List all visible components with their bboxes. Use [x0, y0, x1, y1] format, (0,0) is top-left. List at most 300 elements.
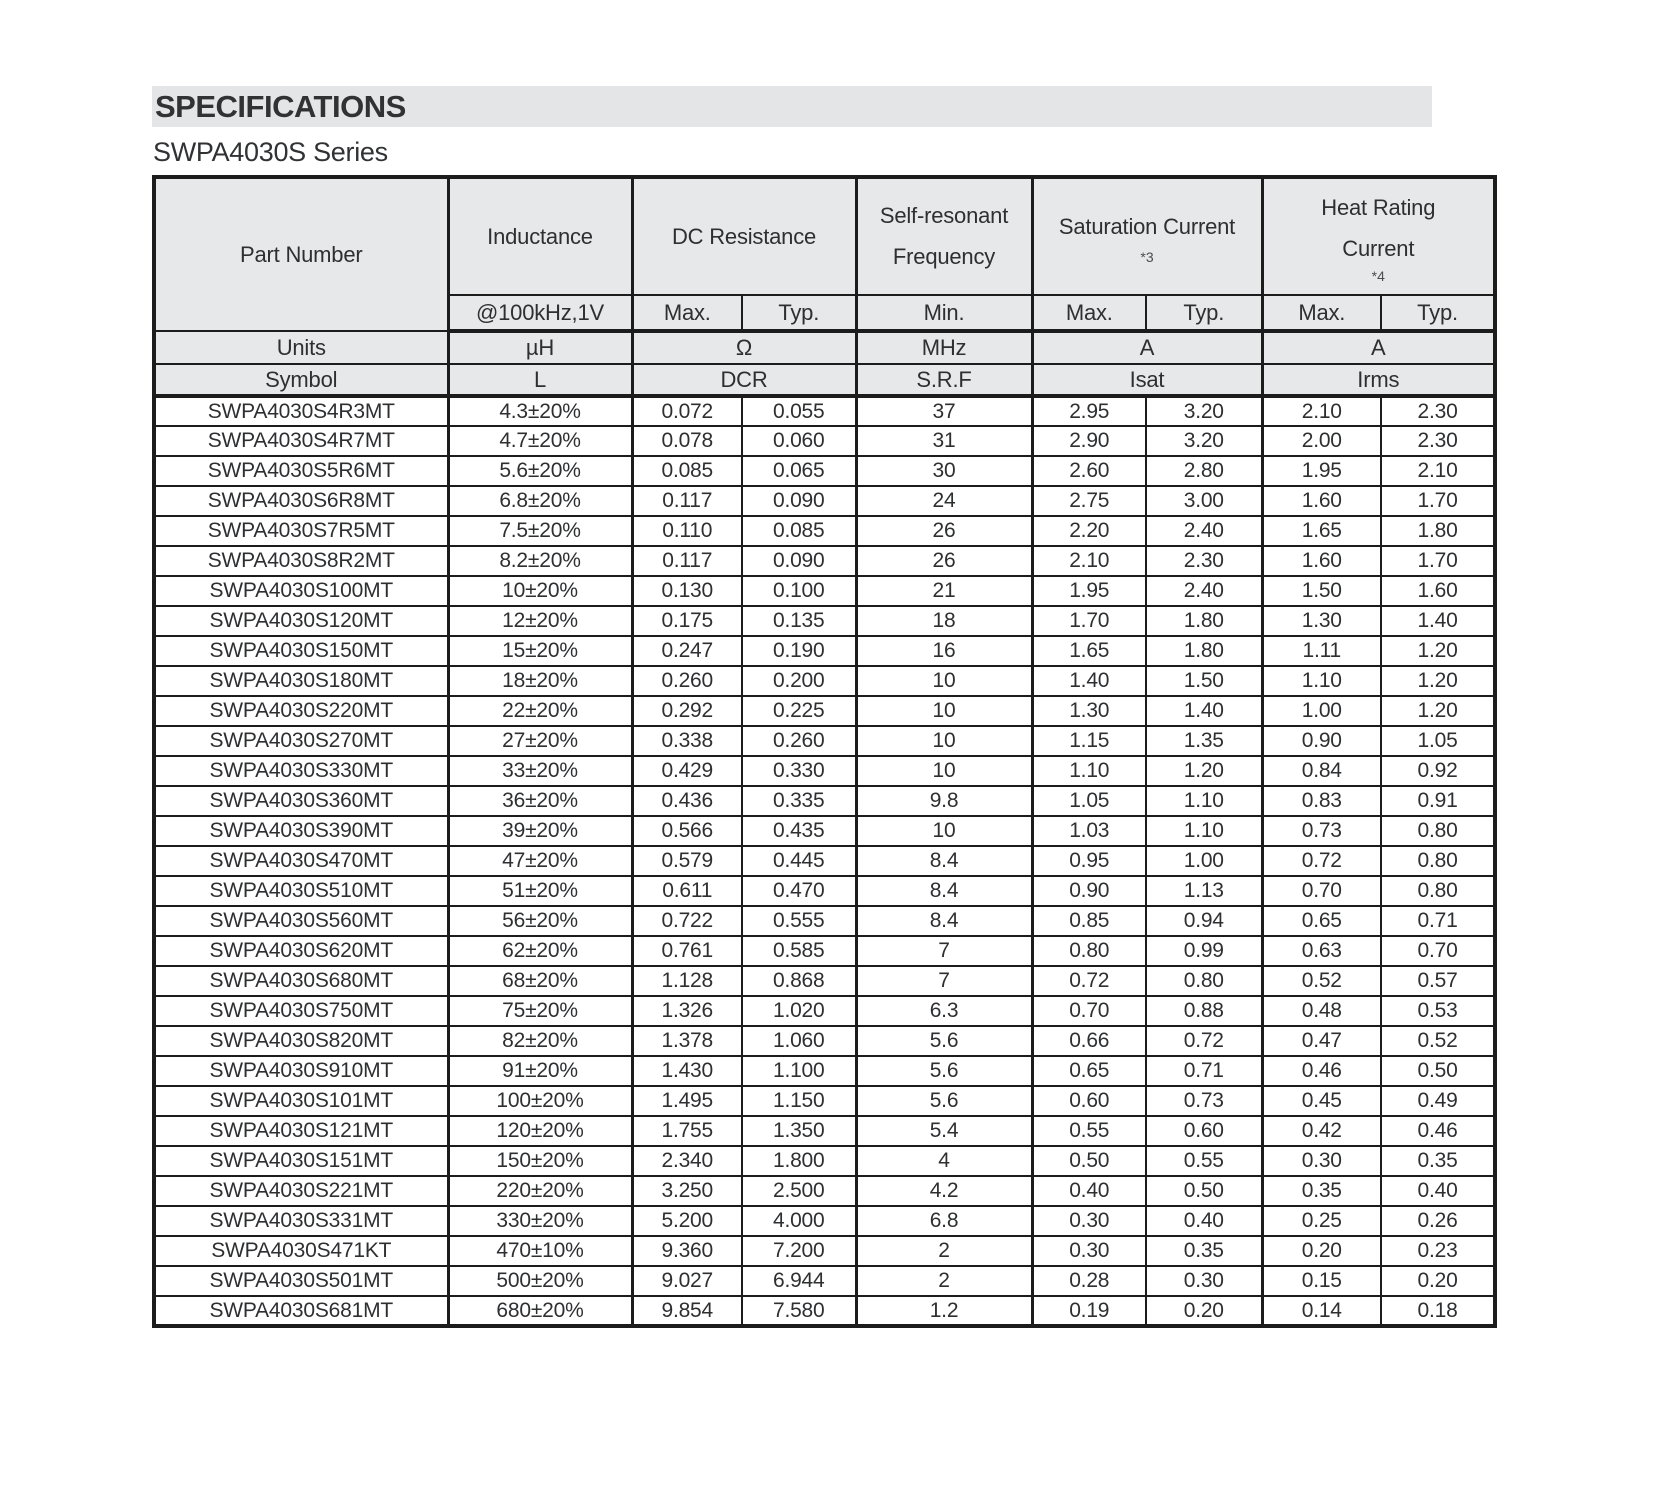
- dcr-typ-cell: 0.868: [742, 966, 856, 996]
- irms-max-cell: 2.00: [1262, 426, 1381, 456]
- inductance-cell: 22±20%: [448, 696, 632, 726]
- inductance-cell: 4.3±20%: [448, 396, 632, 426]
- isat-max-cell: 0.50: [1032, 1146, 1146, 1176]
- table-row: [154, 486, 1495, 516]
- table-row: [154, 1236, 1495, 1266]
- part-number-cell: SWPA4030S471KT: [154, 1236, 448, 1266]
- part-number-cell: SWPA4030S470MT: [154, 846, 448, 876]
- dcr-max-cell: 0.436: [632, 786, 742, 816]
- irms-typ-cell: 0.92: [1381, 756, 1495, 786]
- irms-typ-cell: 0.80: [1381, 846, 1495, 876]
- srf-min-cell: 30: [856, 456, 1032, 486]
- dcr-max-cell: 1.378: [632, 1026, 742, 1056]
- table-row: [154, 996, 1495, 1026]
- units-label: Units: [154, 331, 448, 364]
- dcr-typ-cell: 0.055: [742, 396, 856, 426]
- inductance-cell: 91±20%: [448, 1056, 632, 1086]
- dcr-typ-cell: 0.190: [742, 636, 856, 666]
- part-number-cell: SWPA4030S331MT: [154, 1206, 448, 1236]
- table-row: [154, 1116, 1495, 1146]
- part-number-cell: SWPA4030S180MT: [154, 666, 448, 696]
- isat-typ-cell: 0.88: [1146, 996, 1262, 1026]
- inductance-cell: 6.8±20%: [448, 486, 632, 516]
- table-row: [154, 1266, 1495, 1296]
- dcr-max-cell: 0.247: [632, 636, 742, 666]
- dcr-max-cell: 5.200: [632, 1206, 742, 1236]
- dcr-typ-cell: 1.150: [742, 1086, 856, 1116]
- dcr-max-cell: 0.117: [632, 486, 742, 516]
- dcr-typ-cell: 0.085: [742, 516, 856, 546]
- inductance-cell: 10±20%: [448, 576, 632, 606]
- srf-min-cell: 21: [856, 576, 1032, 606]
- irms-max-cell: 1.10: [1262, 666, 1381, 696]
- irms-typ-cell: 0.91: [1381, 786, 1495, 816]
- isat-max-cell: 1.05: [1032, 786, 1146, 816]
- table-row: [154, 666, 1495, 696]
- irms-typ-cell: 0.35: [1381, 1146, 1495, 1176]
- irms-typ-cell: 1.05: [1381, 726, 1495, 756]
- part-number-cell: SWPA4030S150MT: [154, 636, 448, 666]
- inductance-cell: 7.5±20%: [448, 516, 632, 546]
- irms-typ-cell: 0.80: [1381, 876, 1495, 906]
- irms-typ-cell: 0.23: [1381, 1236, 1495, 1266]
- isat-typ-cell: 0.55: [1146, 1146, 1262, 1176]
- isat-typ-cell: 1.10: [1146, 786, 1262, 816]
- srf-header-line1: Self-resonant: [879, 202, 1009, 228]
- srf-min-cell: 2: [856, 1236, 1032, 1266]
- srf-min-cell: 9.8: [856, 786, 1032, 816]
- inductance-cell: 15±20%: [448, 636, 632, 666]
- saturation-footnote-marker: *3: [1140, 249, 1154, 266]
- inductance-cell: 36±20%: [448, 786, 632, 816]
- irms-typ-cell: 0.50: [1381, 1056, 1495, 1086]
- isat-max-cell: 2.10: [1032, 546, 1146, 576]
- inductance-cell: 12±20%: [448, 606, 632, 636]
- symbol-isat: Isat: [1032, 364, 1262, 396]
- irms-typ-cell: 1.70: [1381, 486, 1495, 516]
- srf-min-cell: 5.4: [856, 1116, 1032, 1146]
- dcr-max-cell: 9.854: [632, 1296, 742, 1326]
- dcr-max-cell: 0.072: [632, 396, 742, 426]
- isat-max-cell: 0.28: [1032, 1266, 1146, 1296]
- dcr-max-cell: 0.761: [632, 936, 742, 966]
- section-header-bar: [152, 86, 1432, 127]
- part-number-cell: SWPA4030S330MT: [154, 756, 448, 786]
- col-header-inductance: Inductance: [448, 177, 632, 295]
- part-number-cell: SWPA4030S270MT: [154, 726, 448, 756]
- srf-min-cell: 5.6: [856, 1056, 1032, 1086]
- inductance-cell: 500±20%: [448, 1266, 632, 1296]
- part-number-cell: SWPA4030S100MT: [154, 576, 448, 606]
- table-row: [154, 576, 1495, 606]
- col-header-self-resonant-frequency: [856, 177, 1032, 295]
- table-row: [154, 696, 1495, 726]
- srf-min-cell: 6.8: [856, 1206, 1032, 1236]
- isat-max-cell: 1.30: [1032, 696, 1146, 726]
- dcr-max-cell: 1.495: [632, 1086, 742, 1116]
- isat-typ-cell: 0.60: [1146, 1116, 1262, 1146]
- isat-max-cell: 0.30: [1032, 1236, 1146, 1266]
- isat-max-cell: 0.66: [1032, 1026, 1146, 1056]
- dcr-max-cell: 1.326: [632, 996, 742, 1026]
- isat-typ-cell: 1.80: [1146, 636, 1262, 666]
- dcr-max-cell: 0.117: [632, 546, 742, 576]
- inductance-cell: 27±20%: [448, 726, 632, 756]
- units-inductance: µH: [448, 331, 632, 364]
- part-number-cell: SWPA4030S4R3MT: [154, 396, 448, 426]
- srf-min-cell: 4.2: [856, 1176, 1032, 1206]
- table-row: [154, 1296, 1495, 1326]
- srf-min-cell: 10: [856, 756, 1032, 786]
- irms-max-cell: 1.65: [1262, 516, 1381, 546]
- irms-max-cell: 0.73: [1262, 816, 1381, 846]
- isat-typ-cell: 1.10: [1146, 816, 1262, 846]
- symbol-inductance: L: [448, 364, 632, 396]
- isat-max-cell: 1.15: [1032, 726, 1146, 756]
- table-row: [154, 1206, 1495, 1236]
- isat-typ-cell: 0.71: [1146, 1056, 1262, 1086]
- dcr-max-cell: 0.130: [632, 576, 742, 606]
- irms-max-cell: 0.72: [1262, 846, 1381, 876]
- part-number-cell: SWPA4030S6R8MT: [154, 486, 448, 516]
- irms-max-cell: 0.20: [1262, 1236, 1381, 1266]
- table-row: [154, 786, 1495, 816]
- part-number-cell: SWPA4030S121MT: [154, 1116, 448, 1146]
- dcr-typ-cell: 0.555: [742, 906, 856, 936]
- table-row: [154, 1086, 1495, 1116]
- inductance-cell: 4.7±20%: [448, 426, 632, 456]
- table-row: [154, 936, 1495, 966]
- inductance-cell: 62±20%: [448, 936, 632, 966]
- dcr-max-cell: 1.128: [632, 966, 742, 996]
- irms-max-cell: 0.45: [1262, 1086, 1381, 1116]
- isat-max-cell: 0.95: [1032, 846, 1146, 876]
- series-title: SWPA4030S Series: [153, 137, 388, 167]
- irms-max-cell: 0.25: [1262, 1206, 1381, 1236]
- dcr-typ-cell: 0.060: [742, 426, 856, 456]
- irms-max-cell: 0.46: [1262, 1056, 1381, 1086]
- isat-typ-cell: 0.72: [1146, 1026, 1262, 1056]
- isat-max-cell: 1.40: [1032, 666, 1146, 696]
- section-title: SPECIFICATIONS: [155, 89, 406, 124]
- srf-min-cell: 8.4: [856, 846, 1032, 876]
- inductance-cell: 470±10%: [448, 1236, 632, 1266]
- dcr-typ-cell: 7.200: [742, 1236, 856, 1266]
- inductance-cell: 39±20%: [448, 816, 632, 846]
- dcr-typ-cell: 0.335: [742, 786, 856, 816]
- srf-min-cell: 24: [856, 486, 1032, 516]
- dcr-max-cell: 0.611: [632, 876, 742, 906]
- irms-typ-cell: 1.70: [1381, 546, 1495, 576]
- part-number-cell: SWPA4030S8R2MT: [154, 546, 448, 576]
- dcr-max-cell: 9.027: [632, 1266, 742, 1296]
- irms-max-cell: 0.90: [1262, 726, 1381, 756]
- isat-typ-cell: 1.20: [1146, 756, 1262, 786]
- irms-typ-cell: 0.52: [1381, 1026, 1495, 1056]
- units-dcr: Ω: [632, 331, 856, 364]
- inductance-cell: 75±20%: [448, 996, 632, 1026]
- dcr-typ-cell: 0.330: [742, 756, 856, 786]
- isat-max-cell: 0.80: [1032, 936, 1146, 966]
- irms-typ-cell: 0.49: [1381, 1086, 1495, 1116]
- inductance-cell: 120±20%: [448, 1116, 632, 1146]
- table-row: [154, 876, 1495, 906]
- isat-typ-cell: 0.73: [1146, 1086, 1262, 1116]
- dcr-typ-cell: 1.020: [742, 996, 856, 1026]
- subheader-isat-max: Max.: [1032, 295, 1146, 331]
- saturation-header-label: Saturation Current: [1058, 214, 1236, 240]
- isat-max-cell: 0.40: [1032, 1176, 1146, 1206]
- isat-typ-cell: 2.40: [1146, 576, 1262, 606]
- units-row: [154, 331, 1495, 364]
- dcr-typ-cell: 1.060: [742, 1026, 856, 1056]
- part-number-cell: SWPA4030S151MT: [154, 1146, 448, 1176]
- isat-typ-cell: 0.40: [1146, 1206, 1262, 1236]
- dcr-typ-cell: 0.200: [742, 666, 856, 696]
- irms-max-cell: 0.15: [1262, 1266, 1381, 1296]
- subheader-irms-typ: Typ.: [1381, 295, 1495, 331]
- isat-max-cell: 1.70: [1032, 606, 1146, 636]
- dcr-typ-cell: 7.580: [742, 1296, 856, 1326]
- isat-typ-cell: 1.00: [1146, 846, 1262, 876]
- isat-typ-cell: 3.20: [1146, 396, 1262, 426]
- dcr-typ-cell: 0.090: [742, 546, 856, 576]
- isat-typ-cell: 1.80: [1146, 606, 1262, 636]
- isat-typ-cell: 0.35: [1146, 1236, 1262, 1266]
- table-row: [154, 636, 1495, 666]
- irms-typ-cell: 0.80: [1381, 816, 1495, 846]
- inductance-cell: 8.2±20%: [448, 546, 632, 576]
- inductance-cell: 56±20%: [448, 906, 632, 936]
- irms-typ-cell: 0.53: [1381, 996, 1495, 1026]
- part-number-cell: SWPA4030S4R7MT: [154, 426, 448, 456]
- part-number-cell: SWPA4030S750MT: [154, 996, 448, 1026]
- col-header-part-number: Part Number: [154, 177, 448, 331]
- symbol-srf: S.R.F: [856, 364, 1032, 396]
- dcr-max-cell: 0.429: [632, 756, 742, 786]
- dcr-max-cell: 1.430: [632, 1056, 742, 1086]
- part-number-cell: SWPA4030S681MT: [154, 1296, 448, 1326]
- isat-typ-cell: 1.35: [1146, 726, 1262, 756]
- dcr-typ-cell: 1.100: [742, 1056, 856, 1086]
- inductance-cell: 51±20%: [448, 876, 632, 906]
- isat-typ-cell: 3.00: [1146, 486, 1262, 516]
- isat-typ-cell: 2.80: [1146, 456, 1262, 486]
- isat-max-cell: 0.70: [1032, 996, 1146, 1026]
- irms-typ-cell: 1.40: [1381, 606, 1495, 636]
- table-row: [154, 1176, 1495, 1206]
- isat-typ-cell: 1.40: [1146, 696, 1262, 726]
- dcr-typ-cell: 0.225: [742, 696, 856, 726]
- dcr-typ-cell: 0.135: [742, 606, 856, 636]
- inductance-cell: 33±20%: [448, 756, 632, 786]
- isat-max-cell: 0.90: [1032, 876, 1146, 906]
- inductance-cell: 680±20%: [448, 1296, 632, 1326]
- dcr-max-cell: 0.722: [632, 906, 742, 936]
- part-number-cell: SWPA4030S820MT: [154, 1026, 448, 1056]
- symbol-label: Symbol: [154, 364, 448, 396]
- isat-max-cell: 2.75: [1032, 486, 1146, 516]
- table-row: [154, 1026, 1495, 1056]
- srf-min-cell: 8.4: [856, 906, 1032, 936]
- dcr-typ-cell: 0.445: [742, 846, 856, 876]
- dcr-max-cell: 0.085: [632, 456, 742, 486]
- irms-max-cell: 0.84: [1262, 756, 1381, 786]
- irms-max-cell: 0.70: [1262, 876, 1381, 906]
- dcr-max-cell: 3.250: [632, 1176, 742, 1206]
- irms-max-cell: 0.48: [1262, 996, 1381, 1026]
- srf-min-cell: 10: [856, 816, 1032, 846]
- irms-typ-cell: 0.57: [1381, 966, 1495, 996]
- part-number-cell: SWPA4030S510MT: [154, 876, 448, 906]
- part-number-cell: SWPA4030S7R5MT: [154, 516, 448, 546]
- units-srf: MHz: [856, 331, 1032, 364]
- part-number-cell: SWPA4030S680MT: [154, 966, 448, 996]
- dcr-max-cell: 0.175: [632, 606, 742, 636]
- symbol-dcr: DCR: [632, 364, 856, 396]
- inductance-cell: 47±20%: [448, 846, 632, 876]
- isat-max-cell: 1.03: [1032, 816, 1146, 846]
- irms-typ-cell: 0.46: [1381, 1116, 1495, 1146]
- irms-typ-cell: 0.26: [1381, 1206, 1495, 1236]
- subheader-srf-min: Min.: [856, 295, 1032, 331]
- irms-typ-cell: 1.60: [1381, 576, 1495, 606]
- part-number-cell: SWPA4030S501MT: [154, 1266, 448, 1296]
- table-row: [154, 756, 1495, 786]
- units-irms: A: [1262, 331, 1495, 364]
- isat-max-cell: 0.19: [1032, 1296, 1146, 1326]
- table-row: [154, 906, 1495, 936]
- isat-max-cell: 0.30: [1032, 1206, 1146, 1236]
- table-row: [154, 516, 1495, 546]
- table-row: [154, 1146, 1495, 1176]
- srf-min-cell: 2: [856, 1266, 1032, 1296]
- subheader-dcr-typ: Typ.: [742, 295, 856, 331]
- irms-max-cell: 1.50: [1262, 576, 1381, 606]
- irms-typ-cell: 1.20: [1381, 666, 1495, 696]
- subheader-isat-typ: Typ.: [1146, 295, 1262, 331]
- heat-header-line1: Heat Rating: [1321, 195, 1436, 221]
- srf-min-cell: 31: [856, 426, 1032, 456]
- subheader-inductance-condition: @100kHz,1V: [448, 295, 632, 331]
- srf-min-cell: 5.6: [856, 1026, 1032, 1056]
- dcr-max-cell: 0.292: [632, 696, 742, 726]
- table-row: [154, 846, 1495, 876]
- part-number-cell: SWPA4030S221MT: [154, 1176, 448, 1206]
- irms-max-cell: 1.00: [1262, 696, 1381, 726]
- part-number-cell: SWPA4030S390MT: [154, 816, 448, 846]
- table-row: [154, 726, 1495, 756]
- srf-min-cell: 10: [856, 666, 1032, 696]
- units-isat: A: [1032, 331, 1262, 364]
- srf-min-cell: 7: [856, 936, 1032, 966]
- header-row-main: [154, 177, 1495, 295]
- table-row: [154, 456, 1495, 486]
- subheader-irms-max: Max.: [1262, 295, 1381, 331]
- dcr-max-cell: 0.110: [632, 516, 742, 546]
- dcr-max-cell: 9.360: [632, 1236, 742, 1266]
- isat-typ-cell: 3.20: [1146, 426, 1262, 456]
- srf-min-cell: 26: [856, 546, 1032, 576]
- table-row: [154, 546, 1495, 576]
- isat-max-cell: 0.55: [1032, 1116, 1146, 1146]
- srf-min-cell: 16: [856, 636, 1032, 666]
- dcr-max-cell: 1.755: [632, 1116, 742, 1146]
- irms-max-cell: 0.47: [1262, 1026, 1381, 1056]
- irms-typ-cell: 1.80: [1381, 516, 1495, 546]
- irms-typ-cell: 0.18: [1381, 1296, 1495, 1326]
- irms-max-cell: 0.35: [1262, 1176, 1381, 1206]
- irms-typ-cell: 1.20: [1381, 696, 1495, 726]
- srf-min-cell: 10: [856, 726, 1032, 756]
- irms-max-cell: 1.60: [1262, 486, 1381, 516]
- dcr-typ-cell: 0.260: [742, 726, 856, 756]
- col-header-dc-resistance: DC Resistance: [632, 177, 856, 295]
- isat-max-cell: 1.65: [1032, 636, 1146, 666]
- irms-typ-cell: 0.71: [1381, 906, 1495, 936]
- table-row: [154, 396, 1495, 426]
- inductance-cell: 330±20%: [448, 1206, 632, 1236]
- dcr-typ-cell: 0.090: [742, 486, 856, 516]
- heat-header-line2: Current: [1342, 235, 1415, 261]
- srf-min-cell: 8.4: [856, 876, 1032, 906]
- irms-max-cell: 0.83: [1262, 786, 1381, 816]
- part-number-cell: SWPA4030S560MT: [154, 906, 448, 936]
- symbol-irms: Irms: [1262, 364, 1495, 396]
- dcr-typ-cell: 0.470: [742, 876, 856, 906]
- srf-min-cell: 6.3: [856, 996, 1032, 1026]
- srf-min-cell: 7: [856, 966, 1032, 996]
- srf-min-cell: 1.2: [856, 1296, 1032, 1326]
- isat-typ-cell: 2.40: [1146, 516, 1262, 546]
- isat-max-cell: 2.90: [1032, 426, 1146, 456]
- part-number-cell: SWPA4030S220MT: [154, 696, 448, 726]
- dcr-typ-cell: 2.500: [742, 1176, 856, 1206]
- symbol-row: [154, 364, 1495, 396]
- inductance-cell: 68±20%: [448, 966, 632, 996]
- col-header-saturation-current: [1032, 177, 1262, 295]
- dcr-max-cell: 0.078: [632, 426, 742, 456]
- irms-typ-cell: 1.20: [1381, 636, 1495, 666]
- isat-typ-cell: 2.30: [1146, 546, 1262, 576]
- irms-typ-cell: 2.30: [1381, 396, 1495, 426]
- dcr-typ-cell: 1.350: [742, 1116, 856, 1146]
- irms-max-cell: 0.63: [1262, 936, 1381, 966]
- table-row: [154, 1056, 1495, 1086]
- isat-max-cell: 0.72: [1032, 966, 1146, 996]
- irms-max-cell: 1.60: [1262, 546, 1381, 576]
- srf-min-cell: 26: [856, 516, 1032, 546]
- dcr-typ-cell: 0.585: [742, 936, 856, 966]
- dcr-max-cell: 0.579: [632, 846, 742, 876]
- dcr-max-cell: 0.260: [632, 666, 742, 696]
- part-number-cell: SWPA4030S620MT: [154, 936, 448, 966]
- isat-typ-cell: 0.99: [1146, 936, 1262, 966]
- isat-max-cell: 2.95: [1032, 396, 1146, 426]
- inductance-cell: 5.6±20%: [448, 456, 632, 486]
- part-number-cell: SWPA4030S5R6MT: [154, 456, 448, 486]
- irms-max-cell: 1.95: [1262, 456, 1381, 486]
- srf-min-cell: 10: [856, 696, 1032, 726]
- part-number-cell: SWPA4030S101MT: [154, 1086, 448, 1116]
- isat-typ-cell: 0.30: [1146, 1266, 1262, 1296]
- table-row: [154, 606, 1495, 636]
- part-number-cell: SWPA4030S910MT: [154, 1056, 448, 1086]
- subheader-dcr-max: Max.: [632, 295, 742, 331]
- isat-typ-cell: 0.20: [1146, 1296, 1262, 1326]
- irms-typ-cell: 2.30: [1381, 426, 1495, 456]
- dcr-typ-cell: 0.065: [742, 456, 856, 486]
